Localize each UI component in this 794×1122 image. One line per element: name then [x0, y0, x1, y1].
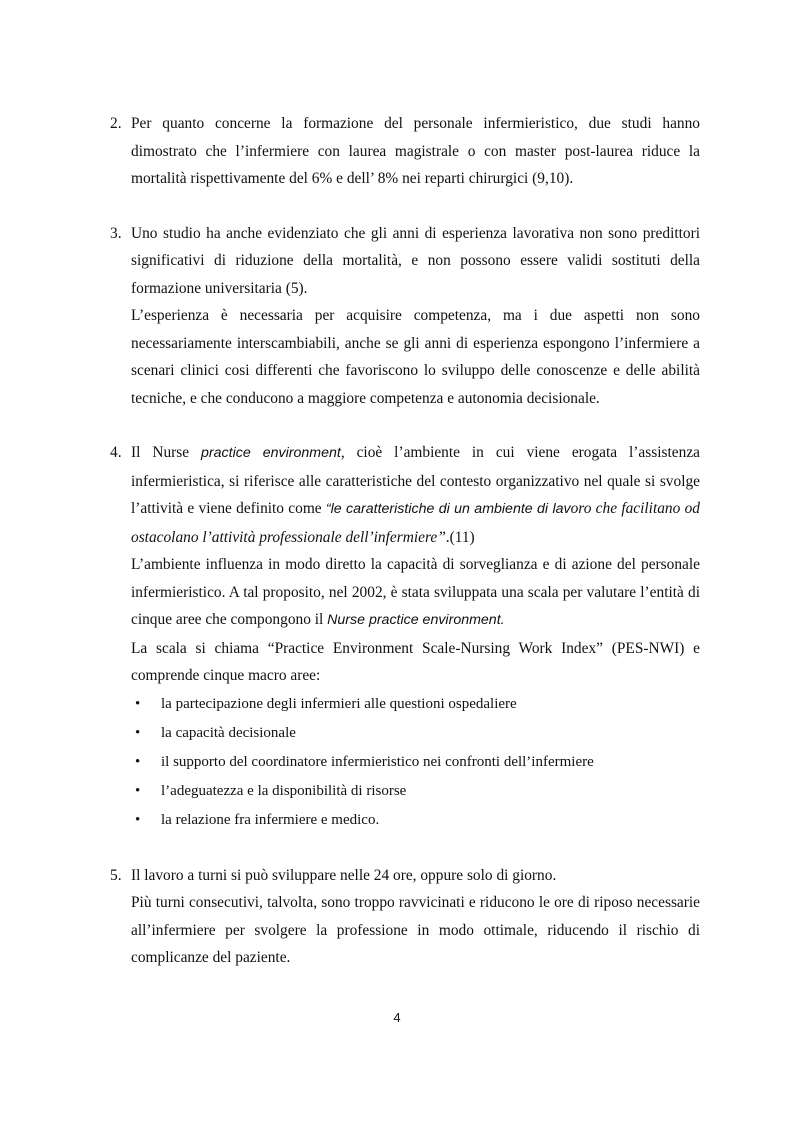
list-item-2 — [110, 110, 700, 193]
item-number: 4. — [110, 444, 122, 461]
item-number: 5. — [110, 866, 122, 884]
bullet-item: • l’adeguatezza e la disponibilità di risorse — [131, 777, 700, 806]
quote-start: “le caratteristiche di un ambiente di lav — [325, 501, 571, 517]
item-number: 3. — [110, 224, 122, 242]
numbered-list — [110, 110, 700, 972]
text-run: L’ambiente influenza in modo diretto la capacità di sorveglianza e di azione del personale infermieristico. A tal proposito, nel 2002, è stata sviluppata una scala per valutare l’entità di cinque aree che compongono il — [131, 556, 700, 628]
text-run: , cioè l’ambiente in cui viene erogata l’assistenza infermieristica, si riferisce alle caratteristiche del contesto organizzativo nel quale si svolge l’attività e viene definito come — [131, 444, 700, 517]
paragraph: La scala si chiama “Practice Environment Scale-Nursing Work Index” (PES-NWI) e comprende cinque macro aree: — [131, 639, 700, 684]
paragraph: Per quanto concerne la formazione del personale infermieristico, due studi hanno dimostrato che l’infermiere con laurea magistrale o con master post-laurea riduce la mortalità rispettivamente del 6% e dell’ 8% nei reparti chirurgici (9,10). — [131, 115, 700, 187]
text-run: Il Nurse — [131, 444, 202, 461]
paragraph: Il lavoro a turni si può sviluppare nelle 24 ore, oppure solo di giorno. — [131, 866, 557, 884]
bullet-item: • la partecipazione degli infermieri alle questioni ospedaliere — [131, 690, 700, 719]
paragraph: Più turni consecutivi, talvolta, sono troppo ravvicinati e riducono le ore di riposo necessarie all’infermiere per svolgere la professione in modo ottimale, riducendo il rischio di complicanze del paziente. — [131, 894, 700, 966]
term-nurse-practice-environment: Nurse practice environment. — [327, 612, 505, 628]
paragraph — [131, 551, 700, 635]
paragraph — [131, 439, 700, 551]
list-item-3 — [110, 220, 700, 413]
paragraph: Uno studio ha anche evidenziato che gli anni di esperienza lavorativa non sono predittori significativi di riduzione della mortalità, e non possono essere validi sostituti della formazione universitaria (5). — [131, 224, 700, 297]
paragraph: L’esperienza è necessaria per acquisire competenza, ma i due aspetti non sono necessariamente interscambiabili, anche se gli anni di esperienza espongono l’infermiere a scenari clinici cosi differenti che favoriscono lo sviluppo delle conoscenze e delle abilità tecniche, e che conducono a maggiore competenza e autonomia decisionale. — [131, 307, 700, 407]
citation: .(11) — [445, 528, 475, 546]
list-item-5 — [110, 862, 700, 972]
term-nurse-practice-environment: practice environment — [201, 445, 341, 461]
bullet-list — [131, 690, 700, 835]
list-item-4 — [110, 439, 700, 835]
bullet-item: • il supporto del coordinatore infermieristico nei confronti dell’infermiere — [131, 748, 700, 777]
item-number: 2. — [110, 115, 122, 132]
bullet-item: • la capacità decisionale — [131, 719, 700, 748]
bullet-item: • la relazione fra infermiere e medico. — [131, 806, 700, 835]
page-number: 4 — [393, 1010, 401, 1025]
quote-end: oro che facilitano od ostacolano l’attività professionale dell’infermiere” — [131, 500, 700, 546]
